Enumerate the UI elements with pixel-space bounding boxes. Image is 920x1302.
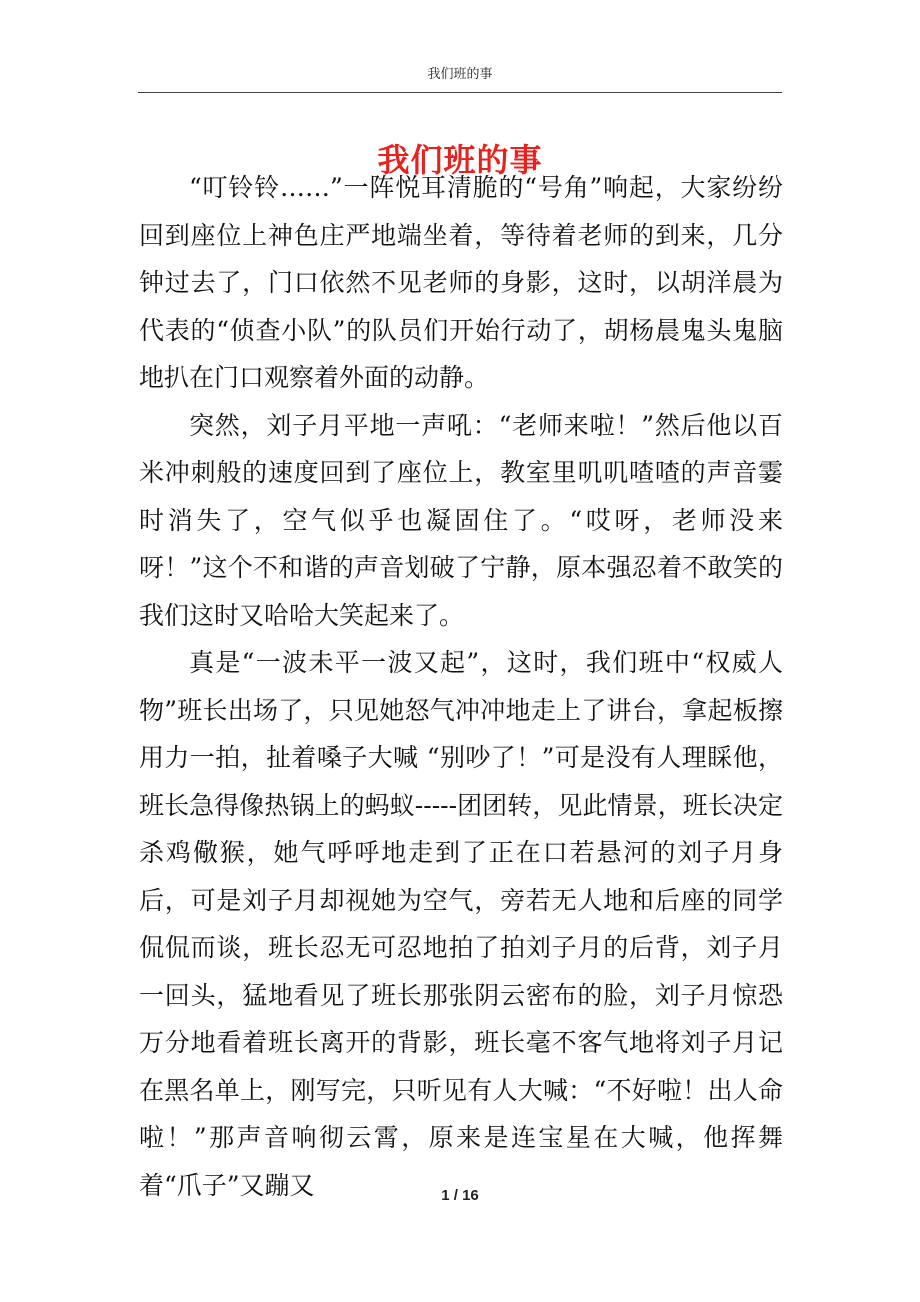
paragraph-1: “叮铃铃……”一阵悦耳清脆的“号角”响起，大家纷纷回到座位上神色庄严地端坐着，等待着老师的到来，几分钟过去了，门口依然不见老师的身影，这时，以胡洋晨为代表的“侦查小队”的队员们开始行动了，胡杨晨鬼头鬼脑地扒在门口观察着外面的动静。: [139, 173, 783, 392]
document-title: 我们班的事: [377, 141, 543, 180]
document-body: [139, 164, 783, 1209]
header-divider: [138, 92, 782, 93]
page-number: 1 / 16: [441, 1187, 479, 1204]
paragraph-2: 突然，刘子月平地一声吼：“老师来啦！”然后他以百米冲刺般的速度回到了座位上，教室里叽叽喳喳的声音霎时消失了，空气似乎也凝固住了。“哎呀，老师没来呀！”这个不和谐的声音划破了宁静，原本强忍着不敢笑的我们这时又哈哈大笑起来了。: [139, 410, 783, 630]
paragraph-3: 真是“一波未平一波又起”，这时，我们班中“权威人物”班长出场了，只见她怒气冲冲地走上了讲台，拿起板擦用力一拍，扯着嗓子大喊 “别吵了！”可是没有人理睬他，班长急得像热锅上的蚂蚁-----团团转，见此情景，班长决定杀鸡儆猴，她气呼呼地走到了正在口若悬河的刘子月身后，可是刘子月却视她为空气，旁若无人地和后座的同学侃侃而谈，班长忍无可忍地拍了拍刘子月的后背，刘子月一回头，猛地看见了班长那张阴云密布的脸，刘子月惊恐万分地看着班长离开的背影，班长毫不客气地将刘子月记在黑名单上，刚写完，只听见有人大喊：“不好啦！出人命啦！”那声音响彻云霄，原来是连宝星在大喊，他挥舞着“爪子”又蹦又: [139, 648, 783, 1200]
running-header: 我们班的事: [427, 67, 493, 82]
